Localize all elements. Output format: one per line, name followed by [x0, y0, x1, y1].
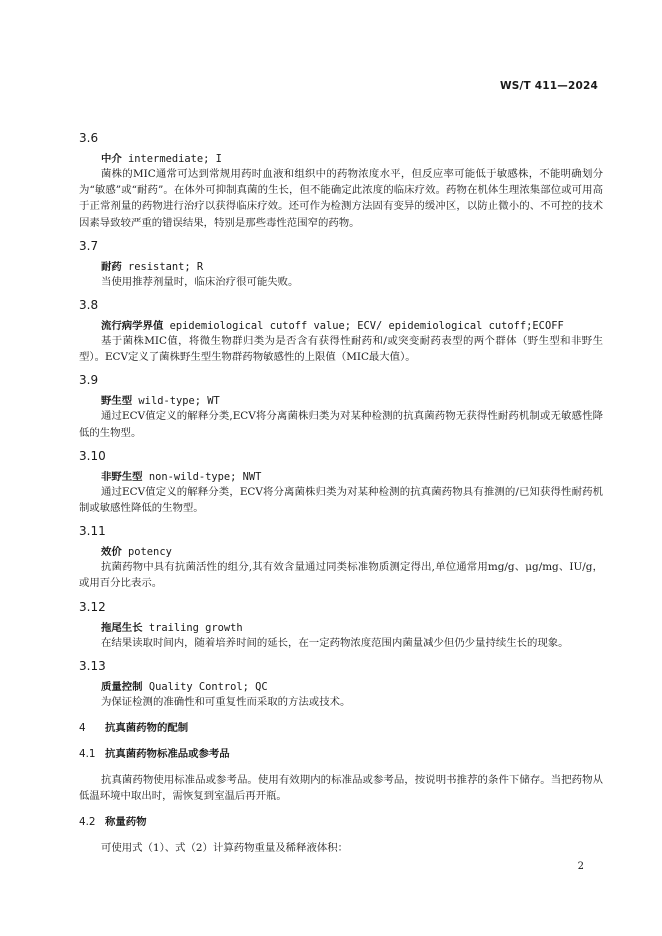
term-title	[101, 545, 603, 559]
term-definition: 菌株的MIC通常可达到常规用药时血液和组织中的药物浓度水平，但反应率可能低于敏感株，不能明确划分为“敏感”或“耐药”。在体外可抑制真菌的生长，但不能确定此浓度的临床疗效。药物在机体生理浓集部位或可用高于正常剂量的药物进行治疗以获得临床疗效。还可作为检测方法固有变异的缓冲区，以防止微小的、不可控的技术因素导致较严重的错误结果，特别是那些毒性范围窄的药物。	[79, 168, 603, 229]
term-title-en: Quality Control; QC	[142, 680, 268, 693]
term-title-zh: 效价	[101, 546, 122, 559]
term-number: 3.12	[79, 599, 106, 614]
section-number: 4	[79, 722, 86, 735]
term-title-zh: 流行病学界值	[101, 320, 164, 333]
section-heading-4-2	[79, 814, 603, 830]
section-heading-4-1	[79, 746, 603, 762]
term-title-en: non-wild-type; NWT	[142, 470, 262, 483]
term-title	[101, 621, 603, 635]
term-title-en: trailing growth	[142, 621, 243, 634]
term-title-en: epidemiological cutoff value; ECV/ epidemiological cutoff;ECOFF	[163, 320, 564, 333]
term-number: 3.8	[79, 298, 99, 313]
section-title: 称量药物	[105, 816, 147, 829]
term-entry	[79, 599, 603, 651]
term-entry	[79, 372, 603, 440]
term-title	[101, 319, 603, 333]
term-title-en: wild-type; WT	[132, 395, 220, 408]
term-entry	[79, 658, 603, 710]
term-title	[101, 470, 603, 484]
term-number: 3.9	[79, 373, 99, 388]
term-number: 3.6	[79, 131, 99, 145]
term-title-zh: 野生型	[101, 395, 133, 408]
section-paragraph: 抗真菌药物使用标准品或参考品。使用有效期内的标准品或参考品，按说明书推荐的条件下储存。当把药物从低温环境中取出时，需恢复到室温后再开瓶。	[79, 774, 603, 803]
page-number: 2	[577, 861, 584, 872]
term-definition: 为保证检测的准确性和可重复性而采取的方法或技术。	[101, 695, 351, 708]
term-entry	[79, 523, 603, 591]
term-number: 3.11	[79, 524, 106, 539]
term-title-zh: 中介	[101, 153, 122, 165]
term-entry	[79, 297, 603, 365]
term-number: 3.13	[79, 658, 106, 673]
term-definition: 抗菌药物中具有抗菌活性的组分,其有效含量通过同类标准物质测定得出,单位通常用mg/g、μg/mg、IU/g，或用百分比表示。	[79, 561, 603, 590]
term-title-zh: 耐药	[101, 260, 122, 273]
term-entry	[79, 448, 603, 516]
term-number: 3.7	[79, 238, 99, 253]
section-title: 抗真菌药物标准品或参考品	[105, 748, 230, 761]
term-definition: 在结果读取时间内，随着培养时间的延长，在一定药物浓度范围内菌量减少但仍少量持续生长的现象。	[101, 636, 569, 649]
section-paragraph: 可使用式（1）、式（2）计算药物重量及稀释液体积：	[101, 842, 349, 855]
term-title	[101, 680, 603, 694]
term-title	[101, 394, 603, 408]
term-definition: 通过ECV值定义的解释分类,ECV将分离菌株归类为对某种检测的抗真菌药物无获得性耐药机制或无敏感性降低的生物型。	[79, 410, 603, 439]
term-definition: 当使用推荐剂量时，临床治疗很可能失败。	[101, 275, 299, 288]
term-title-en: intermediate; I	[121, 153, 222, 165]
term-title	[101, 152, 603, 166]
term-title-en: resistant; R	[121, 260, 204, 273]
section-number: 4.2	[79, 816, 96, 829]
document-body	[79, 130, 603, 857]
term-number: 3.10	[79, 448, 106, 463]
term-title-zh: 拖尾生长	[101, 621, 143, 634]
section-title: 抗真菌药物的配制	[105, 722, 189, 735]
term-title-zh: 质量控制	[101, 680, 143, 693]
document-code: WS/T 411—2024	[499, 80, 598, 92]
term-definition: 基于菌株MIC值，将微生物群归类为是否含有获得性耐药和/或突变耐药表型的两个群体（野生型和非野生型）。ECV定义了菌株野生型生物群药物敏感性的上限值（MIC最大值）。	[79, 335, 603, 364]
term-entry	[79, 130, 603, 231]
section-heading-4	[79, 720, 603, 736]
term-title	[101, 260, 603, 274]
term-entry	[79, 238, 603, 290]
term-title-zh: 非野生型	[101, 470, 143, 483]
section-number: 4.1	[79, 748, 96, 761]
term-definition: 通过ECV值定义的解释分类，ECV将分离菌株归类为对某种检测的抗真菌药物具有推测的/已知获得性耐药机制或敏感性降低的生物型。	[79, 485, 603, 515]
term-title-en: potency	[121, 546, 172, 559]
